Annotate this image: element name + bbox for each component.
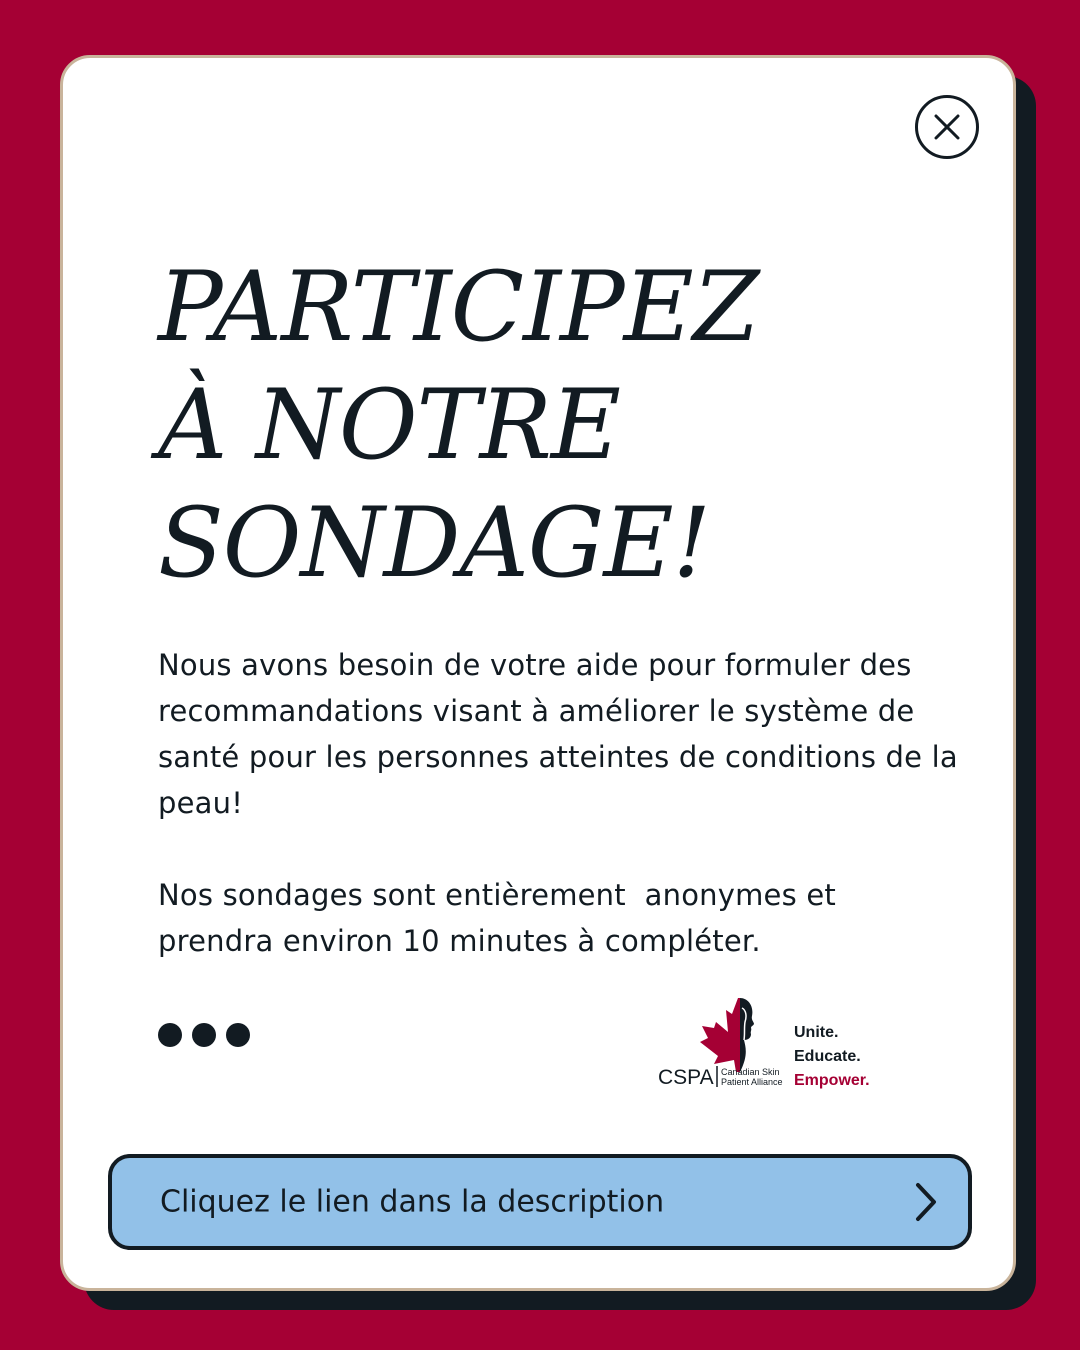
- chevron-right-icon: [912, 1181, 940, 1223]
- close-icon: [932, 112, 962, 142]
- headline-line-2: À NOTRE: [158, 369, 620, 481]
- close-button[interactable]: [915, 95, 979, 159]
- cta-label: Cliquez le lien dans la description: [160, 1184, 665, 1220]
- body-paragraph-2: Nos sondages sont entièrement anonymes et prendra environ 10 minutes à compléter.: [158, 878, 846, 958]
- ellipsis-dots-icon: [158, 1023, 250, 1047]
- headline: [158, 248, 918, 602]
- logo-name-line-1: Canadian Skin: [721, 1067, 780, 1077]
- dot: [158, 1023, 182, 1047]
- tagline-educate: Educate.: [794, 1048, 861, 1065]
- tagline-unite: Unite.: [794, 1024, 839, 1041]
- logo-tagline: [794, 1021, 870, 1093]
- dot: [192, 1023, 216, 1047]
- maple-leaf-icon: [700, 998, 740, 1072]
- tagline-empower: Empower.: [794, 1072, 870, 1089]
- face-profile-icon: [740, 998, 754, 1072]
- logo-acronym: CSPA: [658, 1066, 714, 1089]
- logo-name-line-2: Patient Alliance: [721, 1077, 783, 1087]
- dot: [226, 1023, 250, 1047]
- cta-button[interactable]: [108, 1154, 972, 1250]
- headline-line-1: PARTICIPEZ: [158, 251, 759, 363]
- body-paragraph-1: Nous avons besoin de votre aide pour formuler des recommandations visant à améliorer le système de santé pour les personnes atteintes de conditions de la peau!: [158, 648, 958, 820]
- headline-line-3: SONDAGE!: [158, 487, 711, 599]
